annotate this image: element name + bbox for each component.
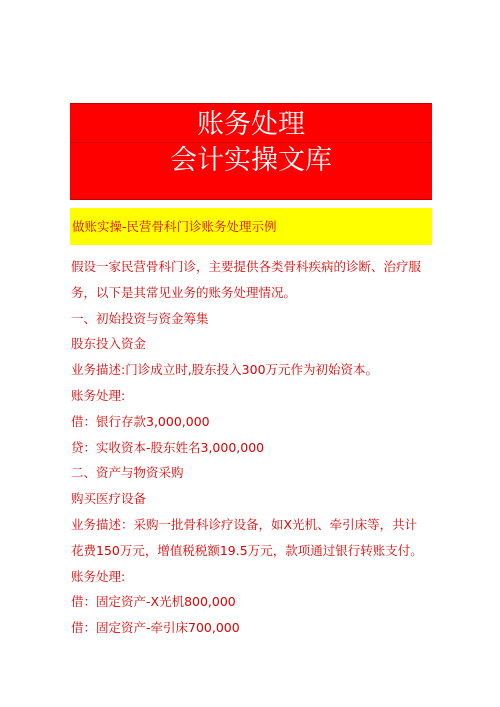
body-line: 账务处理:	[71, 568, 126, 584]
document-body	[71, 254, 437, 641]
section-heading: 一、初始投资与资金筹集	[71, 310, 209, 326]
body-line: 业务描述：采购一批骨科诊疗设备，如X光机、牵引床等，共计	[71, 516, 418, 532]
subsection-heading: 股东投入资金	[71, 336, 147, 352]
banner-divider	[70, 142, 432, 143]
section-heading: 二、资产与物资采购	[71, 465, 184, 481]
journal-entry: 借：固定资产-牵引床700,000	[71, 620, 240, 636]
banner-title-line2: 会计实操文库	[170, 145, 332, 176]
journal-entry: 借：银行存款3,000,000	[71, 413, 210, 429]
body-line: 花费150万元，增值税税额19.5万元，款项通过银行转账支付。	[71, 542, 423, 558]
body-line: 务，以下是其常见业务的账务处理情况。	[71, 284, 297, 300]
banner-title-line1: 账务处理	[197, 109, 305, 140]
journal-entry: 借：固定资产-X光机800,000	[71, 594, 236, 610]
document-subtitle: 做账实操-民营骨科门诊账务处理示例	[70, 208, 432, 245]
title-banner	[70, 103, 432, 200]
body-line: 账务处理:	[71, 387, 126, 403]
subsection-heading: 购买医疗设备	[71, 491, 147, 507]
body-line: 业务描述:门诊成立时,股东投入300万元作为初始资本。	[71, 362, 379, 378]
body-line: 假设一家民营骨科门诊，主要提供各类骨科疾病的诊断、治疗服	[71, 259, 422, 274]
journal-entry: 贷：实收资本-股东姓名3,000,000	[71, 439, 265, 455]
